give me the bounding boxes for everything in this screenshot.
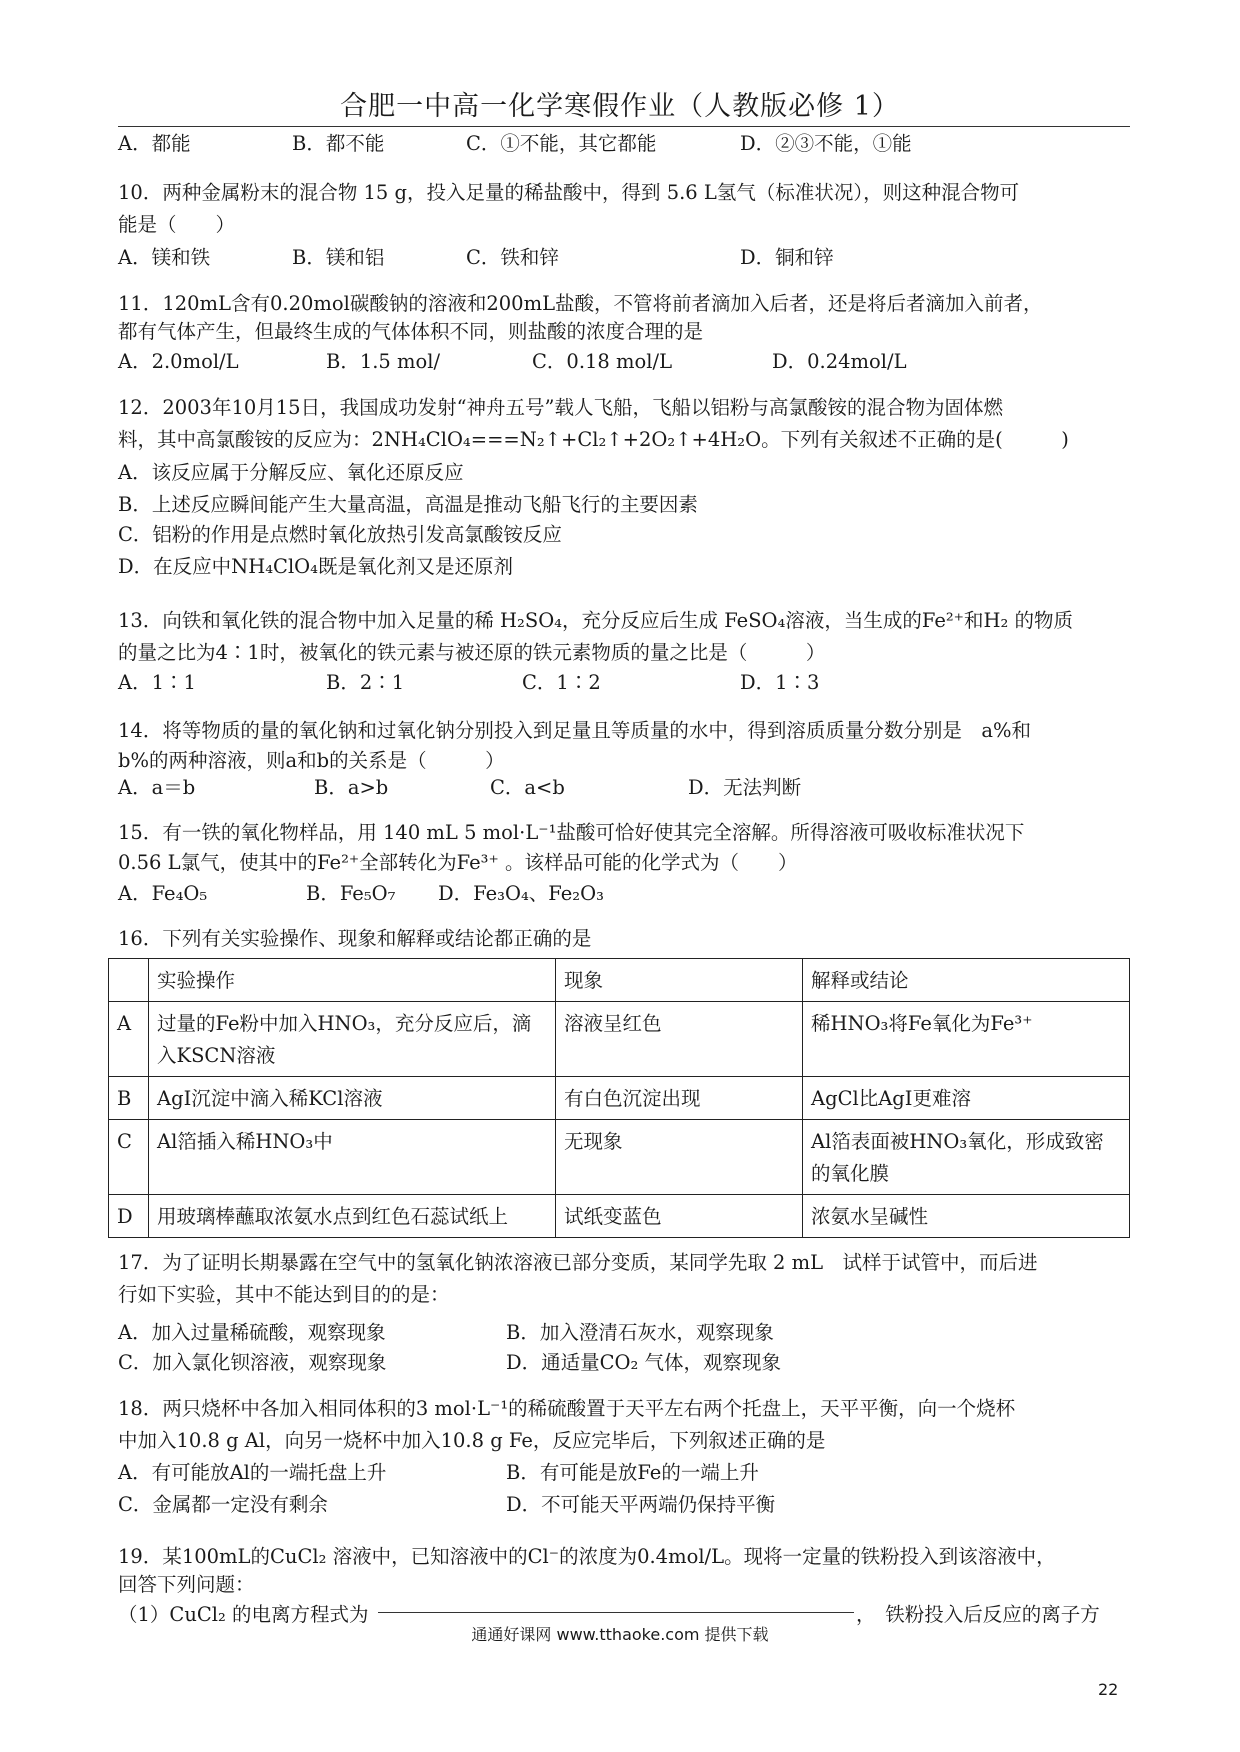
q13-option-a: A．1∶1 (118, 671, 196, 694)
table-cell: 浓氨水呈碱性 (803, 1195, 1130, 1238)
q14-option-d: D．无法判断 (688, 776, 802, 799)
q9-option-b: B．都不能 (292, 132, 385, 155)
q13-stem-line2: 的量之比为4∶1时，被氧化的铁元素与被还原的铁元素物质的量之比是（ ） (118, 641, 826, 664)
header-divider (118, 126, 1130, 127)
q17-option-b: B．加入澄清石灰水，观察现象 (506, 1321, 774, 1344)
footer-source: 通通好课网 www.tthaoke.com 提供下载 (471, 1625, 769, 1644)
q18-stem-line2: 中加入10.8 g Al，向另一烧杯中加入10.8 g Fe，反应完毕后，下列叙述正确的是 (118, 1429, 826, 1452)
q19-sub1-right: ， 铁粉投入后反应的离子方 (856, 1603, 1100, 1626)
q13-stem-line1: 13．向铁和氧化铁的混合物中加入足量的稀 H₂SO₄，充分反应后生成 FeSO₄溶液，当生成的Fe²⁺和H₂ 的物质 (118, 609, 1073, 632)
q11-option-c: C．0.18 mol/L (532, 350, 673, 373)
table-row (109, 1077, 1130, 1120)
q10-stem-line2: 能是（ ） (118, 213, 236, 236)
q11-stem-line2: 都有气体产生，但最终生成的气体体积不同，则盐酸的浓度合理的是 (118, 320, 704, 343)
table-cell: 有白色沉淀出现 (556, 1077, 803, 1120)
q10-option-a: A．镁和铁 (118, 246, 211, 269)
q17-option-c: C．加入氯化钡溶液，观察现象 (118, 1351, 387, 1374)
q11-stem-line1: 11．120mL含有0.20mol碳酸钠的溶液和200mL盐酸，不管将前者滴加入后者，还是将后者滴加入前者， (118, 292, 1043, 315)
q9-option-c: C．①不能，其它都能 (466, 132, 657, 155)
q12-stem-line1: 12．2003年10月15日，我国成功发射“神舟五号”载人飞船，飞船以铝粉与高氯酸铵的混合物为固体燃 (118, 396, 1004, 419)
table-cell: C (109, 1120, 149, 1195)
table-row (109, 1120, 1130, 1195)
q17-option-a: A．加入过量稀硫酸，观察现象 (118, 1321, 386, 1344)
table-cell: 过量的Fe粉中加入HNO₃，充分反应后，滴入KSCN溶液 (149, 1002, 556, 1077)
q15-option-a: A．Fe₄O₅ (118, 882, 208, 905)
q13-option-c: C．1∶2 (522, 671, 601, 694)
table-cell: Al箔插入稀HNO₃中 (149, 1120, 556, 1195)
table-cell: D (109, 1195, 149, 1238)
q13-option-d: D．1∶3 (740, 671, 820, 694)
table-cell: 稀HNO₃将Fe氧化为Fe³⁺ (803, 1002, 1130, 1077)
q18-option-c: C．金属都一定没有剩余 (118, 1493, 328, 1516)
q18-option-b: B．有可能是放Fe的一端上升 (506, 1461, 759, 1484)
table-row (109, 1195, 1130, 1238)
table-cell: AgI沉淀中滴入稀KCl溶液 (149, 1077, 556, 1120)
q10-stem-line1: 10．两种金属粉末的混合物 15 g，投入足量的稀盐酸中，得到 5.6 L氢气（标准状况），则这种混合物可 (118, 181, 1020, 204)
q19-stem-line1: 19．某100mL的CuCl₂ 溶液中，已知溶液中的Cl⁻的浓度为0.4mol/L。现将一定量的铁粉投入到该溶液中， (118, 1545, 1056, 1568)
table-header-cell: 解释或结论 (803, 959, 1130, 1002)
table-header-cell: 现象 (556, 959, 803, 1002)
page-number: 22 (1098, 1680, 1119, 1699)
q15-stem-line2: 0.56 L氯气，使其中的Fe²⁺全部转化为Fe³⁺ 。该样品可能的化学式为（ ） (118, 851, 798, 874)
table-cell: 试纸变蓝色 (556, 1195, 803, 1238)
q10-option-c: C．铁和锌 (466, 246, 559, 269)
q14-option-c: C．a<b (490, 776, 565, 799)
table-cell: A (109, 1002, 149, 1077)
q17-stem-line2: 行如下实验，其中不能达到目的的是： (118, 1283, 450, 1306)
q11-option-b: B．1.5 mol/ (326, 350, 441, 373)
q12-option-b: B．上述反应瞬间能产生大量高温，高温是推动飞船飞行的主要因素 (118, 493, 698, 516)
q16-stem: 16．下列有关实验操作、现象和解释或结论都正确的是 (118, 927, 592, 950)
q14-stem-line1: 14．将等物质的量的氧化钠和过氧化钠分别投入到足量且等质量的水中，得到溶质质量分数分别是 a%和 (118, 719, 1031, 742)
q14-option-b: B．a>b (314, 776, 389, 799)
q11-option-d: D．0.24mol/L (772, 350, 907, 373)
q12-option-c: C．铝粉的作用是点燃时氧化放热引发高氯酸铵反应 (118, 523, 562, 546)
q14-option-a: A．a＝b (118, 776, 196, 799)
q9-option-d: D．②③不能，①能 (740, 132, 912, 155)
q10-option-b: B．镁和铝 (292, 246, 385, 269)
q10-option-d: D．铜和锌 (740, 246, 834, 269)
q12-option-d: D．在反应中NH₄ClO₄既是氧化剂又是还原剂 (118, 555, 513, 578)
table-cell: 溶液呈红色 (556, 1002, 803, 1077)
q19-sub1-left: （1）CuCl₂ 的电离方程式为 (118, 1603, 369, 1626)
table-cell: B (109, 1077, 149, 1120)
q9-option-a: A．都能 (118, 132, 191, 155)
answer-blank (378, 1612, 854, 1613)
table-header-row (109, 959, 1130, 1002)
q15-option-d: D．Fe₃O₄、Fe₂O₃ (438, 882, 604, 905)
table-cell: AgCl比AgI更难溶 (803, 1077, 1130, 1120)
table-cell: Al箔表面被HNO₃氧化，形成致密的氧化膜 (803, 1120, 1130, 1195)
q13-option-b: B．2∶1 (326, 671, 405, 694)
table-header-cell (109, 959, 149, 1002)
q15-option-b: B．Fe₅O₇ (306, 882, 396, 905)
table-cell: 无现象 (556, 1120, 803, 1195)
q17-stem-line1: 17．为了证明长期暴露在空气中的氢氧化钠浓溶液已部分变质，某同学先取 2 mL 试样于试管中，而后进 (118, 1251, 1038, 1274)
table-row (109, 1002, 1130, 1077)
q16-table (108, 958, 1130, 1238)
table-header-cell: 实验操作 (149, 959, 556, 1002)
q12-option-a: A．该反应属于分解反应、氧化还原反应 (118, 461, 464, 484)
q17-option-d: D．通适量CO₂ 气体，观察现象 (506, 1351, 782, 1374)
q15-stem-line1: 15．有一铁的氧化物样品，用 140 mL 5 mol·L⁻¹盐酸可恰好使其完全溶解。所得溶液可吸收标准状况下 (118, 821, 1025, 844)
q18-option-a: A．有可能放Al的一端托盘上升 (118, 1461, 387, 1484)
q18-option-d: D．不可能天平两端仍保持平衡 (506, 1493, 776, 1516)
q14-stem-line2: b%的两种溶液，则a和b的关系是（ ） (118, 749, 505, 772)
q11-option-a: A．2.0mol/L (118, 350, 239, 373)
q19-stem-line2: 回答下列问题： (118, 1573, 255, 1596)
q18-stem-line1: 18．两只烧杯中各加入相同体积的3 mol·L⁻¹的稀硫酸置于天平左右两个托盘上，天平平衡，向一个烧杯 (118, 1397, 1016, 1420)
q12-stem-line2: 料，其中高氯酸铵的反应为：2NH₄ClO₄===N₂↑+Cl₂↑+2O₂↑+4H₂O。下列有关叙述不正确的是( ) (118, 428, 1069, 451)
page-header-title: 合肥一中高一化学寒假作业（人教版必修 1） (340, 91, 900, 122)
table-cell: 用玻璃棒蘸取浓氨水点到红色石蕊试纸上 (149, 1195, 556, 1238)
